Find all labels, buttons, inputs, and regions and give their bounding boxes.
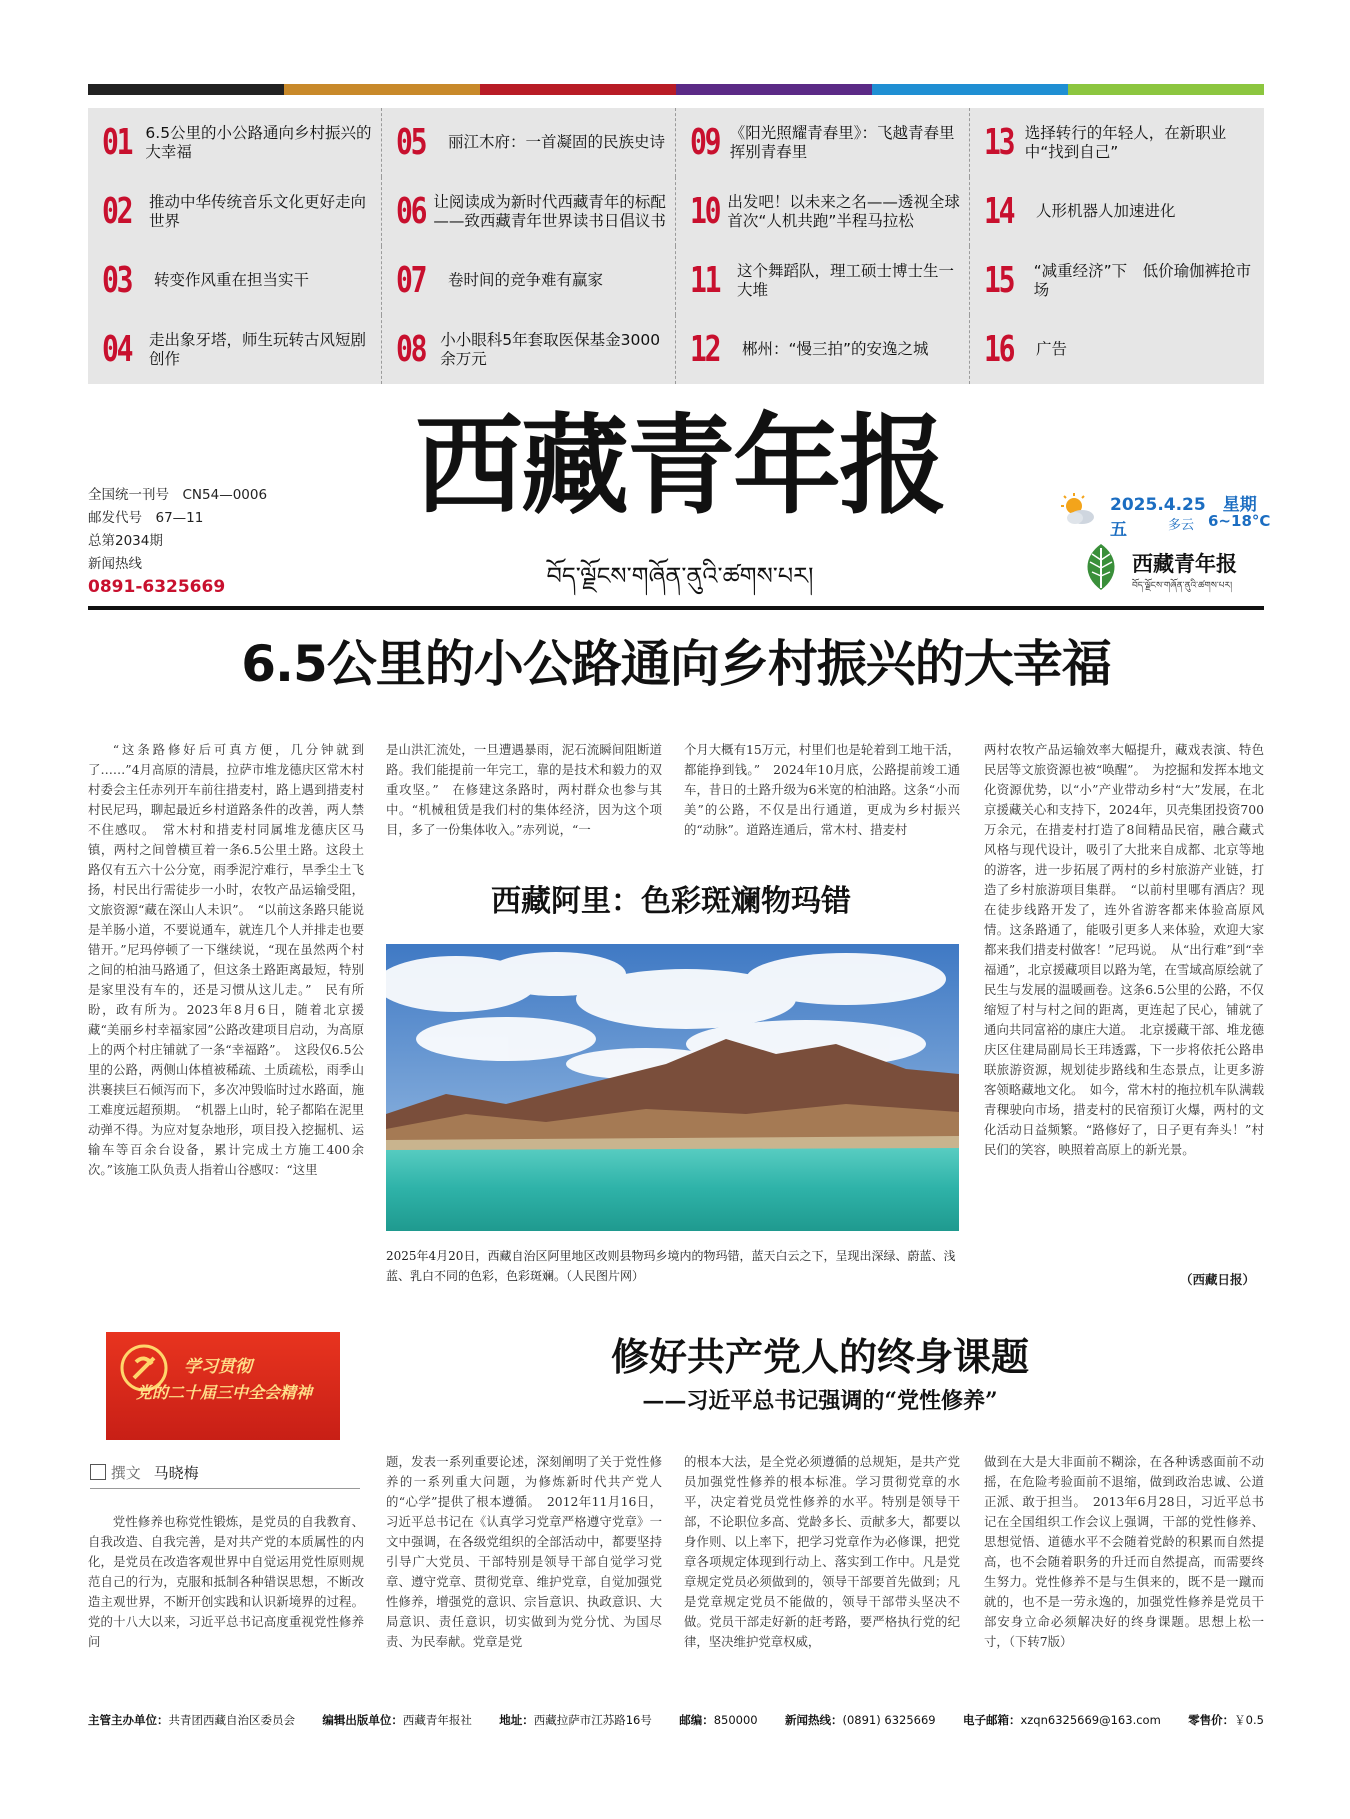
masthead-tibetan: བོད་ལྗོངས་གཞོན་ནུའི་ཚགས་པར། <box>546 562 814 590</box>
article2-text: 做到在大是大非面前不糊涂，在各种诱惑面前不动摇，在危险考验面前不退缩，做到政治忠诚、公道正派、敢于担当。 2013年6月28日，习近平总书记在全国组织工作会议上强调，干部的党性修养、思想觉悟、道德水平不会随着党龄的积累而自然提高，也不会随着职务的升迁而自然提高，而需要终生努力。党性修养不是与生俱来的，既不是一蹴而就的，也不是一劳永逸的，加强党性修养是党员干部安身立命必须解决好的终身课题。思想上松一寸，（下转7版） <box>984 1454 1264 1649</box>
masthead-title: 西藏青年报 <box>414 403 945 529</box>
hotline-number: 0891-6325669 <box>88 577 226 597</box>
toc-page-number: 13 <box>984 122 1014 163</box>
postal-code: 邮发代号 67—11 <box>88 510 204 526</box>
toc-page-number: 16 <box>984 329 1014 370</box>
toc-page-number: 10 <box>690 191 720 232</box>
toc-item[interactable] <box>88 177 382 246</box>
toc-title: 广告 <box>1036 340 1068 358</box>
toc-title: 这个舞蹈队，理工硕士博士生一大堆 <box>736 261 954 299</box>
color-bar-segment <box>676 84 872 95</box>
article1-text: “这条路修好后可真方便，几分钟就到了……”4月高原的清晨，拉萨市堆龙德庆区常木村村委会主任赤列开车前往措麦村，路上遇到措麦村村民尼玛，聊起最近乡村道路条件的改善，两人禁不住感叹。 常木村和措麦村同属堆龙德庆区马镇，两村之间曾横亘着一条6.5公里土路。这段土路仅有五六十公分宽，雨季泥泞难行，旱季尘土飞扬，村民出行需徒步一小时，农牧产品运输受阻，文旅资源“藏在深山人未识”。 “以前这条路只能说是羊肠小道，不要说通车，就连几个人并排走也要错开。”尼玛停顿了一下继续说，“现在虽然两个村之间的柏油马路通了，但这条土路距离最短，特别是家里没有车的，还是习惯从这儿走。” 民有所盼，政有所为。2023年8月6日，随着北京援藏“美丽乡村幸福家园”公路改建项目启动，为高原上的两个村庄铺就了一条“幸福路”。 这段仅6.5公里的公路，两侧山体植被稀疏、土质疏松，雨季山洪裹挟巨石倾泻而下，多次冲毁临时过水路面，施工难度远超预期。 “机器上山时，轮子都陷在泥里动弹不得。为应对复杂地形，项目投入挖掘机、运输车等百余台设备，累计完成土方施工400余次。”该施工队负责人指着山谷感叹：“这里 <box>88 742 364 1177</box>
article1-column-1 <box>88 740 364 1300</box>
toc-item[interactable] <box>88 315 382 384</box>
toc-title: 走出象牙塔，师生玩转古风短剧创作 <box>148 330 366 368</box>
toc-page-number: 07 <box>396 260 426 301</box>
toc-title: 人形机器人加速进化 <box>1036 202 1176 220</box>
masthead-divider <box>88 606 1264 610</box>
article2-column-3 <box>684 1452 960 1682</box>
logo-text: 西藏青年报 <box>1132 551 1237 576</box>
footer-value: 西藏青年报社 <box>402 1713 472 1727</box>
footer-value: 850000 <box>713 1713 758 1727</box>
footer-label: 邮编： <box>679 1713 714 1727</box>
footer-label: 地址： <box>499 1713 534 1727</box>
toc-item[interactable] <box>382 108 676 177</box>
footer-phone <box>785 1712 936 1730</box>
article1-column-2 <box>386 740 662 860</box>
article2-column-2 <box>386 1452 662 1682</box>
article1-column-4 <box>984 740 1264 1260</box>
toc-page-number: 08 <box>396 329 426 370</box>
logo-subtext: བོད་ལྗོངས་གཞོན་ནུའི་ཚགས་པར། <box>1132 581 1233 591</box>
toc-title: 转变作风重在担当实干 <box>154 271 310 289</box>
article2-text: 的根本大法，是全党必须遵循的总规矩，是共产党员加强党性修养的根本标准。学习贯彻党章的水平，决定着党员党性修养的水平。特别是领导干部，不论职位多高、党龄多长、贡献多大，都要以身作则、以上率下，把学习党章作为必修课，把党章各项规定体现到行动上、落实到工作中。凡是党章规定党员必须做到的，领导干部要首先做到；凡是党章规定党员不能做的，领导干部带头坚决不做。党员干部走好新的赶考路，要严格执行党的纪律，坚决维护党章权威， <box>684 1454 960 1649</box>
toc-item[interactable] <box>382 315 676 384</box>
table-of-contents <box>88 108 1264 384</box>
weather-temperature: 6~18°C <box>1208 512 1271 530</box>
color-bar-segment <box>1068 84 1264 95</box>
article2-column-1 <box>88 1512 364 1682</box>
byline-author: 马晓梅 <box>153 1464 199 1482</box>
leaf-logo-icon <box>1080 542 1122 592</box>
weather-date: 2025.4.25 星期五 <box>1110 495 1257 540</box>
photo-caption: 2025年4月20日，西藏自治区阿里地区改则县物玛乡境内的物玛错，蓝天白云之下，呈现出深绿、蔚蓝、浅蓝、乳白不同的色彩，色彩斑斓。（人民图片网） <box>386 1249 956 1283</box>
lead-headline: 6.5公里的小公路通向乡村振兴的大幸福 <box>241 635 1111 693</box>
toc-page-number: 05 <box>396 122 426 163</box>
footer-value: xzqn6325669@163.com <box>1020 1713 1161 1727</box>
color-bar-segment <box>88 84 284 95</box>
partly-cloudy-icon <box>1060 492 1096 528</box>
toc-page-number: 15 <box>984 260 1014 301</box>
toc-item[interactable] <box>970 177 1264 246</box>
toc-item[interactable] <box>382 177 676 246</box>
footer-value: (0891) 6325669 <box>842 1713 936 1727</box>
footer-label: 新闻热线： <box>784 1713 843 1727</box>
footer-price <box>1188 1712 1264 1730</box>
toc-item[interactable] <box>88 108 382 177</box>
issn: 全国统一刊号 CN54—0006 <box>88 487 268 503</box>
article2-subtitle: ——习近平总书记强调的“党性修养” <box>642 1388 998 1414</box>
article1-text: 个月大概有15万元，村里们也是轮着到工地干活，都能挣到钱。” 2024年10月底，公路提前竣工通车，昔日的土路升级为6米宽的柏油路。这条“小而美”的公路，不仅是出行通道，更成为乡村振兴的“动脉”。道路连通后，常木村、措麦村 <box>684 742 960 837</box>
toc-item[interactable] <box>676 177 970 246</box>
footer-label: 主管主办单位： <box>88 1713 169 1727</box>
footer-label: 零售价： <box>1188 1713 1235 1727</box>
toc-page-number: 12 <box>690 329 720 370</box>
footer-address <box>499 1712 652 1730</box>
toc-title: “减重经济”下 低价瑜伽裤抢市场 <box>1033 261 1252 299</box>
toc-page-number: 02 <box>102 191 132 232</box>
footer-value: 西藏拉萨市江苏路16号 <box>533 1713 652 1727</box>
lake-landscape-image <box>386 944 959 1231</box>
footer <box>88 1712 1264 1730</box>
photo-story-title: 西藏阿里：色彩斑斓物玛错 <box>491 884 851 919</box>
footer-value: 共青团西藏自治区委员会 <box>168 1713 295 1727</box>
pen-icon <box>90 1464 106 1480</box>
banner-line-1: 学习贯彻 <box>184 1357 252 1377</box>
toc-item[interactable] <box>88 246 382 315</box>
toc-page-number: 09 <box>690 122 720 163</box>
article2-text: 题，发表一系列重要论述，深刻阐明了关于党性修养的一系列重大问题，为修炼新时代共产党人的“心学”提供了根本遵循。 2012年11月16日，习近平总书记在《认真学习党章严格遵守党章》一文中强调，在各级党组织的全部活动中，都要坚持引导广大党员、干部特别是领导干部自觉学习党章、遵守党章、贯彻党章、维护党章，自觉加强党性修养，增强党的意识、宗旨意识、执政意识、大局意识、责任意识，切实做到为党分忧、为国尽责、为民奉献。党章是党 <box>386 1454 662 1649</box>
lake-photo <box>386 944 959 1231</box>
toc-title: 推动中华传统音乐文化更好走向世界 <box>148 192 366 230</box>
article1-source: （西藏日报） <box>1180 1272 1256 1287</box>
footer-sponsor <box>88 1712 295 1730</box>
toc-item[interactable] <box>970 246 1264 315</box>
article2-column-4 <box>984 1452 1264 1682</box>
color-bar-segment <box>872 84 1068 95</box>
toc-title: 6.5公里的小公路通向乡村振兴的大幸福 <box>145 123 372 161</box>
toc-page-number: 04 <box>102 329 132 370</box>
toc-page-number: 01 <box>102 122 132 163</box>
toc-item[interactable] <box>676 315 970 384</box>
toc-item[interactable] <box>382 246 676 315</box>
toc-title: 卷时间的竞争难有赢家 <box>448 271 604 289</box>
issue-total: 总第2034期 <box>88 533 163 549</box>
article1-text: 两村农牧产品运输效率大幅提升，藏戏表演、特色民居等文旅资源也被“唤醒”。 为挖掘和发挥本地文化资源优势，以“小”产业带动乡村“大”发展，在北京援藏关心和支持下，2024年，贝壳集团投资700万余元，在措麦村打造了8间精品民宿，融合藏式风格与现代设计，吸引了大批来自成都、北京等地的游客，进一步拓展了两村的乡村旅游产业链，打造了乡村旅游项目集群。 “以前村里哪有酒店？现在徒步线路开发了，连外省游客都来体验高原风情。这条路通了，能吸引更多人来体验，欢迎大家都来我们措麦村做客！”尼玛说。 从“出行难”到“幸福通”，北京援藏项目以路为笔，在雪域高原绘就了民生与发展的温暖画卷。这条6.5公里的公路，不仅缩短了村与村之间的距离，更连起了民心，铺就了通向共同富裕的康庄大道。 北京援藏干部、堆龙德庆区住建局副局长王玮透露，下一步将依托公路串联旅游资源，规划徒步路线和生态景点，让更多游客领略藏地文化。 如今，常木村的拖拉机车队满载青稞驶向市场，措麦村的民宿预订火爆，两村的文化活动日益频繁。“路修好了，日子更有奔头！”村民们的笑容，映照着高原上的新光景。 <box>984 742 1264 1157</box>
toc-page-number: 11 <box>690 260 720 301</box>
publication-info <box>88 484 288 599</box>
toc-page-number: 06 <box>396 191 426 232</box>
study-banner <box>106 1332 340 1440</box>
footer-label: 编辑出版单位： <box>322 1713 403 1727</box>
color-bar <box>88 84 1264 95</box>
toc-title: 《阳光照耀青春里》：飞越青春里挥别青春里 <box>729 123 955 161</box>
byline <box>90 1462 360 1489</box>
toc-title: 小小眼科5年套取医保基金3000余万元 <box>440 330 661 368</box>
byline-label: 撰文 <box>110 1464 141 1482</box>
article1-column-3 <box>684 740 960 860</box>
toc-item[interactable] <box>970 315 1264 384</box>
article1-text: 是山洪汇流处，一旦遭遇暴雨，泥石流瞬间阻断道路。我们能提前一年完工，靠的是技术和毅力的双重攻坚。” 在修建这条路时，两村群众也参与其中。“机械租赁是我们村的集体经济，因为这个项目，多了一份集体收入。”赤列说，“一 <box>386 742 662 837</box>
toc-item[interactable] <box>676 108 970 177</box>
toc-page-number: 14 <box>984 191 1014 232</box>
toc-title: 让阅读成为新时代西藏青年的标配——致西藏青年世界读书日倡议书 <box>433 192 666 230</box>
newspaper-logo <box>1080 542 1270 598</box>
toc-title: 选择转行的年轻人，在新职业中“找到自己” <box>1024 123 1227 161</box>
hotline-label: 新闻热线 <box>88 556 142 572</box>
toc-item[interactable] <box>970 108 1264 177</box>
color-bar-segment <box>284 84 480 95</box>
toc-item[interactable] <box>676 246 970 315</box>
banner-line-2: 党的二十届三中全会精神 <box>136 1383 313 1402</box>
footer-editor <box>322 1712 472 1730</box>
footer-email[interactable] <box>963 1712 1161 1730</box>
toc-title: 出发吧！以未来之名——透视全球首次“人机共跑”半程马拉松 <box>727 192 960 230</box>
article2-text: 党性修养也称党性锻炼，是党员的自我教育、自我改造、自我完善，是对共产党的本质属性的内化，是党员在改造客观世界中自觉运用党性原则规范自己的行为，克服和抵制各种错误思想，不断改造主观世界，不断开创实践和认识新境界的过程。党的十八大以来，习近平总书记高度重视党性修养问 <box>88 1514 364 1649</box>
toc-page-number: 03 <box>102 260 132 301</box>
weather-box <box>1060 490 1270 540</box>
footer-zip <box>679 1712 757 1730</box>
toc-title: 郴州：“慢三拍”的安逸之城 <box>742 340 929 358</box>
footer-label: 电子邮箱： <box>962 1713 1021 1727</box>
toc-title: 丽江木府：一首凝固的民族史诗 <box>448 133 666 151</box>
article2-title: 修好共产党人的终身课题 <box>610 1335 1029 1379</box>
color-bar-segment <box>480 84 676 95</box>
weather-condition: 多云 <box>1168 518 1195 533</box>
footer-value: ￥0.5 <box>1234 1713 1264 1727</box>
